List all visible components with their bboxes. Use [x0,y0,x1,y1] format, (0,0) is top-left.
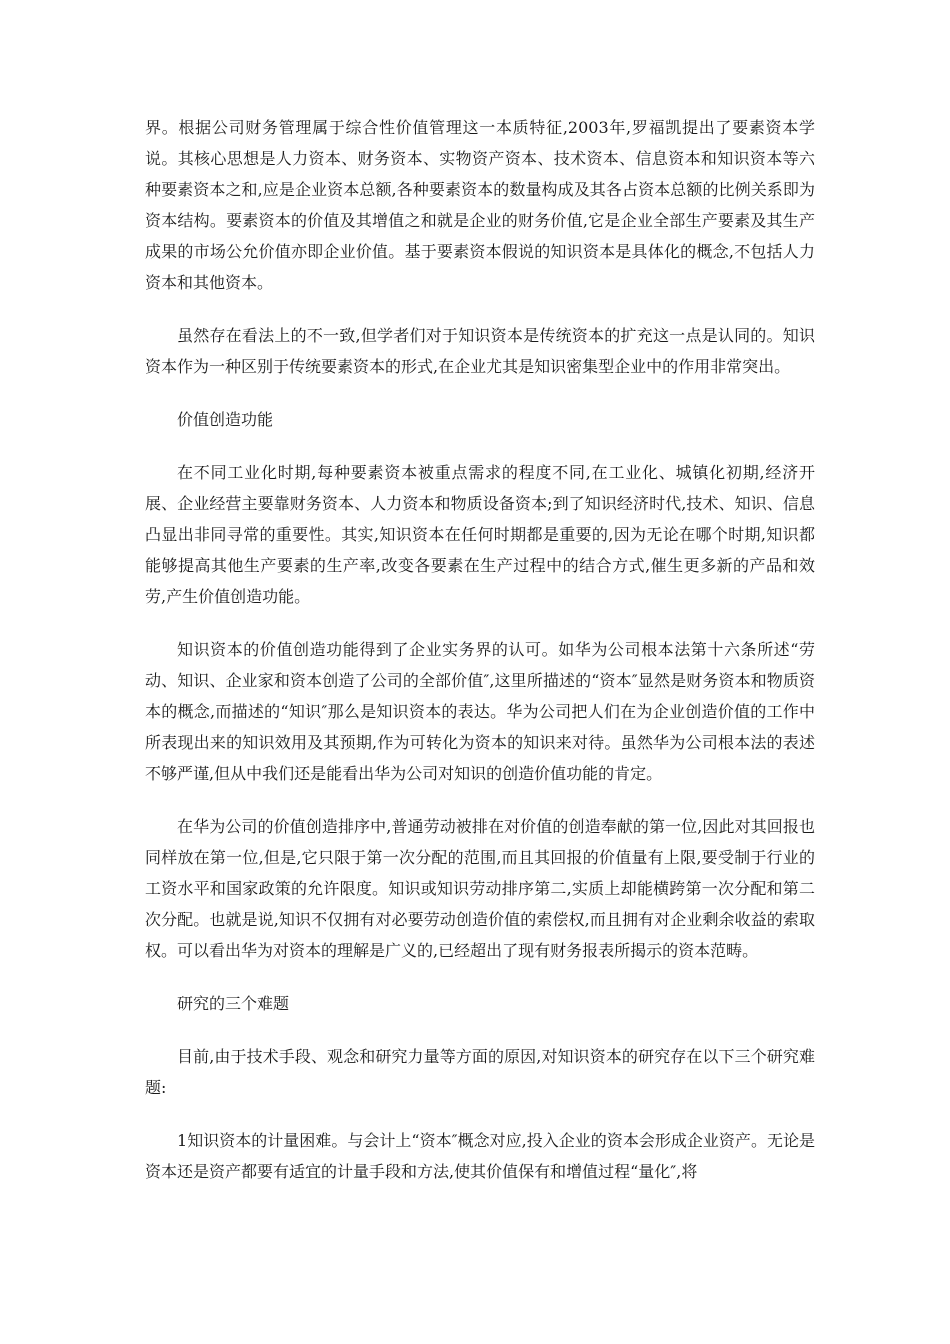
section-heading-value-creation: 价值创造功能 [177,410,274,429]
paragraph-2: 虽然存在看法上的不一致,但学者们对于知识资本是传统资本的扩充这一点是认同的。知识资本作为一种区别于传统要素资本的形式,在企业尤其是知识密集型企业中的作用非常突出。 [145,326,815,376]
paragraph-7: 1知识资本的计量困难。与会计上“资本″概念对应,投入企业的资本会形成企业资产。无论是资本还是资产都要有适宜的计量手段和方法,使其价值保有和增值过程“量化″,将 [145,1131,815,1181]
paragraph-1: 界。根据公司财务管理属于综合性价值管理这一本质特征,2003年,罗福凯提出了要素资本学说。其核心思想是人力资本、财务资本、实物资产资本、技术资本、信息资本和知识资本等六种要素资本之和,应是企业资本总额,各种要素资本的数量构成及其各占资本总额的比例关系即为资本结构。要素资本的价值及其增值之和就是企业的财务价值,它是企业全部生产要素及其生产成果的市场公允价值亦即企业价值。基于要素资本假说的知识资本是具体化的概念,不包括人力资本和其他资本。 [145,118,815,292]
paragraph-3: 在不同工业化时期,每种要素资本被重点需求的程度不同,在工业化、城镇化初期,经济开展、企业经营主要靠财务资本、人力资本和物质设备资本;到了知识经济时代,技术、知识、信息凸显出非同寻常的重要性。其实,知识资本在任何时期都是重要的,因为无论在哪个时期,知识都能够提高其他生产要素的生产率,改变各要素在生产过程中的结合方式,催生更多新的产品和效劳,产生价值创造功能。 [145,463,815,606]
section-heading-three-problems: 研究的三个难题 [177,994,290,1013]
paragraph-6: 目前,由于技术手段、观念和研究力量等方面的原因,对知识资本的研究存在以下三个研究难题: [145,1047,815,1097]
document-body [145,112,815,1209]
paragraph-4: 知识资本的价值创造功能得到了企业实务界的认可。如华为公司根本法第十六条所述“劳动、知识、企业家和资本创造了公司的全部价值″,这里所描述的“资本″显然是财务资本和物质资本的概念,而描述的“知识″那么是知识资本的表达。华为公司把人们在为企业创造价值的工作中所表现出来的知识效用及其预期,作为可转化为资本的知识来对待。虽然华为公司根本法的表述不够严谨,但从中我们还是能看出华为公司对知识的创造价值功能的肯定。 [145,640,815,783]
paragraph-5: 在华为公司的价值创造排序中,普通劳动被排在对价值的创造奉献的第一位,因此对其回报也同样放在第一位,但是,它只限于第一次分配的范围,而且其回报的价值量有上限,要受制于行业的工资水平和国家政策的允许限度。知识或知识劳动排序第二,实质上却能横跨第一次分配和第二次分配。也就是说,知识不仅拥有对必要劳动创造价值的索偿权,而且拥有对企业剩余收益的索取权。可以看出华为对资本的理解是广义的,已经超出了现有财务报表所揭示的资本范畴。 [145,817,815,960]
